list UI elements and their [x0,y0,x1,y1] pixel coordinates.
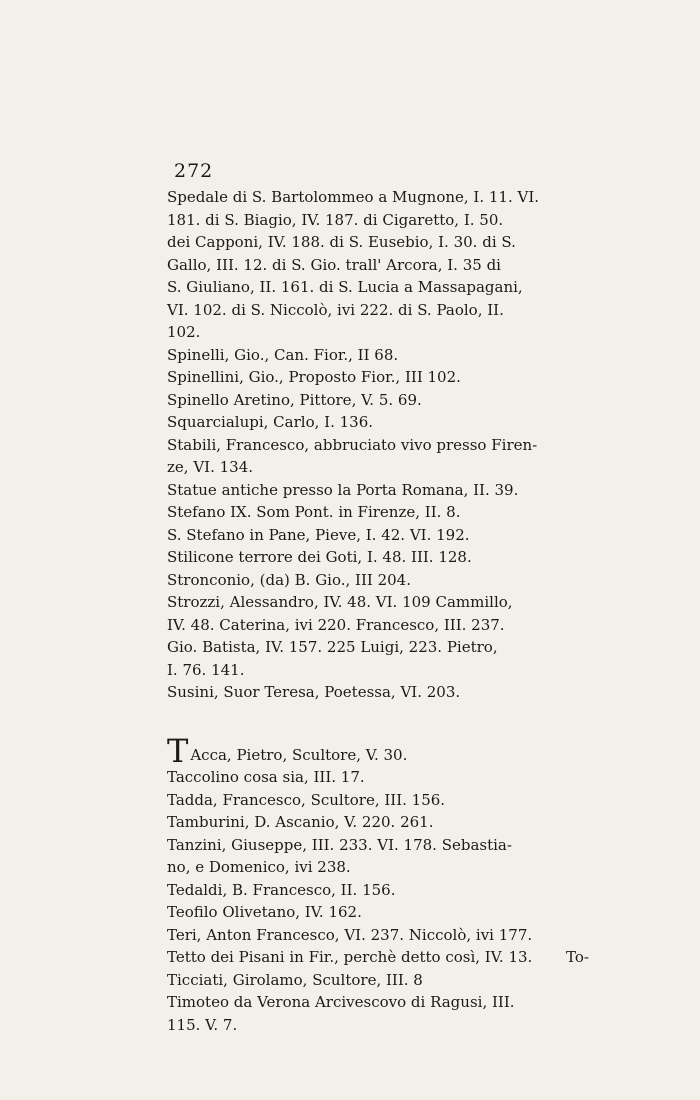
entry-line: Tedaldi, B. Francesco, II. 156. [167,880,396,899]
entry-line: Statue antiche presso la Porta Romana, II. 39. [167,480,519,499]
index-entry [167,811,617,834]
entry-line: Tamburini, D. Ascanio, V. 220. 261. [167,813,434,831]
index-entry [167,591,617,681]
entry-line: ze, VI. 134. [167,458,254,476]
entry-line: no, e Domenico, ivi 238. [167,858,351,876]
entry-line: I. 76. 141. [167,660,245,679]
index-section-s [167,186,617,704]
entry-line: Spedale di S. Bartolommeo a Mugnone, I. 11. VI. [167,188,540,206]
entry-line: Timoteo da Verona Arcivescovo di Ragusi, III. [167,993,515,1011]
entry-line: Spinelli, Gio., Can. Fior., II 68. [167,345,399,364]
index-entry [167,524,617,547]
page-number: 272 [174,160,214,182]
catchword: To- [566,948,589,966]
index-entry [167,479,617,502]
entry-line: 102. [167,323,201,341]
entry-line: Tanzini, Giuseppe, III. 233. VI. 178. Sebastia- [167,835,512,854]
section-gap [167,704,617,740]
entry-line: Gallo, III. 12. di S. Gio. trall' Arcora, I. 35 di [167,255,501,274]
entry-line: S. Giuliano, II. 161. di S. Lucia a Massapagani, [167,278,523,296]
entry-line: Teofilo Olivetano, IV. 162. [167,903,362,921]
entry-line: Tetto dei Pisani in Fir., perchè detto così, IV. 13. [167,948,533,966]
index-entry [167,569,617,592]
index-entry [167,879,617,902]
entry-line: 181. di S. Biagio, IV. 187. di Cigaretto, I. 50. [167,210,504,229]
index-entry [167,834,617,879]
index-column [167,186,617,1036]
entry-line: Spinello Aretino, Pittore, V. 5. 69. [167,390,422,409]
entry-line: 115. V. 7. [167,1015,238,1034]
drop-cap-initial: T [167,731,189,770]
index-entry-tacca [167,731,617,770]
entry-line: Stilicone terrore dei Goti, I. 48. III. 128. [167,548,472,566]
entry-line: Susini, Suor Teresa, Poetessa, VI. 203. [167,683,461,701]
index-entry [167,186,617,344]
index-entry [167,366,617,389]
entry-line: Stefano IX. Som Pont. in Firenze, II. 8. [167,503,461,521]
entry-line: Strozzi, Alessandro, IV. 48. VI. 109 Cammillo, [167,593,513,611]
index-entry [167,681,617,704]
index-entry [167,434,617,479]
entry-text: Acca, Pietro, Scultore, V. 30. [190,745,408,764]
index-entry [167,344,617,367]
index-entry [167,411,617,434]
entry-line: Teri, Anton Francesco, VI. 237. Niccolò, ivi 177. [167,925,533,944]
index-entry [167,991,617,1036]
entry-line: Squarcialupi, Carlo, I. 136. [167,413,374,431]
entry-line: Ticciati, Girolamo, Scultore, III. 8 [167,970,423,989]
entry-line: Tadda, Francesco, Scultore, III. 156. [167,790,446,809]
index-entry [167,969,617,992]
entry-line: VI. 102. di S. Niccolò, ivi 222. di S. Paolo, II. [167,300,504,319]
entry-line: Stronconio, (da) B. Gio., III 204. [167,570,411,589]
entry-line: Spinellini, Gio., Proposto Fior., III 102. [167,368,461,386]
index-entry [167,789,617,812]
entry-line: IV. 48. Caterina, ivi 220. Francesco, III. 237. [167,615,505,634]
index-entry [167,901,617,924]
entry-line: S. Stefano in Pane, Pieve, I. 42. VI. 192. [167,525,470,544]
entry-line: Taccolino cosa sia, III. 17. [167,768,365,786]
entry-line: Gio. Batista, IV. 157. 225 Luigi, 223. Pietro, [167,638,498,656]
index-entry [167,501,617,524]
entry-line: Stabili, Francesco, abbruciato vivo presso Firen- [167,435,538,454]
index-section-t [167,766,617,1036]
index-entry [167,766,617,789]
entry-line: dei Capponi, IV. 188. di S. Eusebio, I. 30. di S. [167,233,516,251]
index-entry [167,389,617,412]
index-entry [167,924,617,947]
index-entry [167,546,617,569]
index-entry [167,946,617,969]
